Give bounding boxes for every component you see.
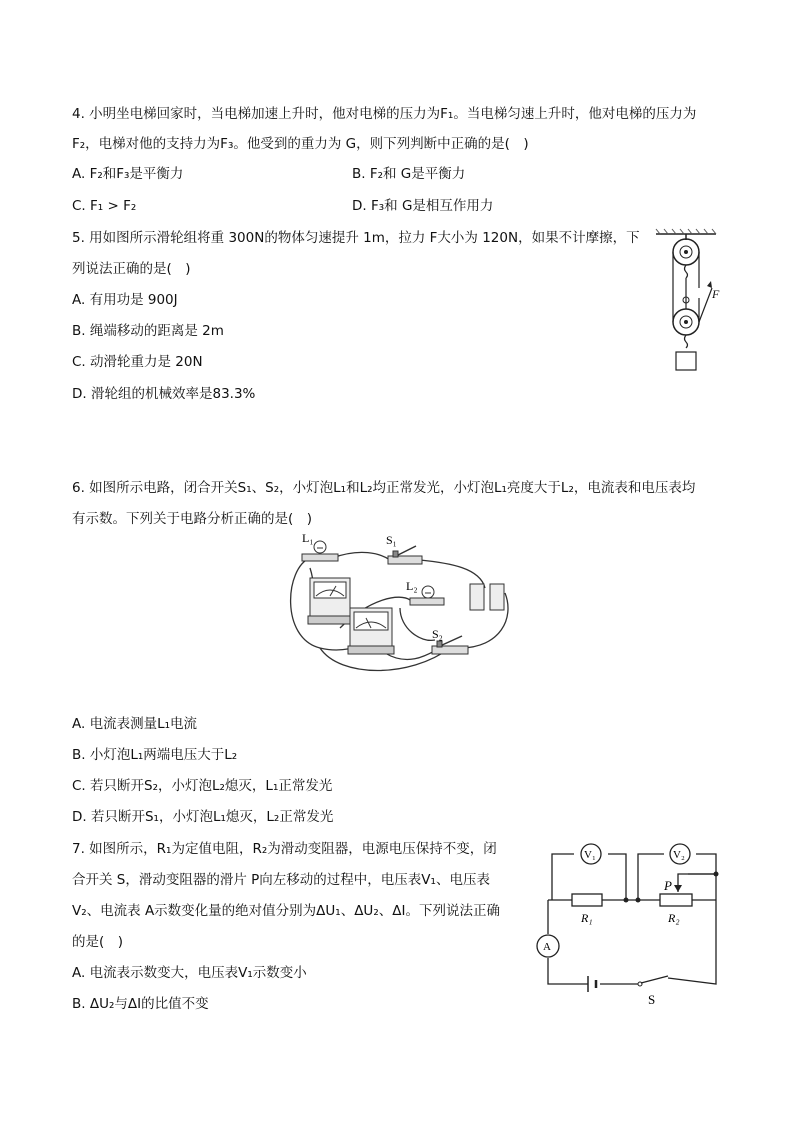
label-v2: V₂ bbox=[673, 849, 685, 861]
label-l1: L₁ bbox=[302, 531, 314, 545]
q6-option-b: B. 小灯泡L₁两端电压大于L₂ bbox=[72, 747, 238, 763]
pulley-force-label: F bbox=[712, 287, 720, 301]
label-l2: L₂ bbox=[406, 579, 418, 593]
q4-option-d: D. F₃和 G是相互作用力 bbox=[352, 198, 494, 214]
q6-option-c: C. 若只断开S₂，小灯泡L₂熄灭，L₁正常发光 bbox=[72, 778, 333, 794]
label-v1: V₁ bbox=[584, 849, 596, 861]
q4-stem-line1: 4. 小明坐电梯回家时，当电梯加速上升时，他对电梯的压力为F₁。当电梯匀速上升时，他对电梯的压力为 bbox=[72, 106, 697, 122]
label-a: A bbox=[543, 941, 551, 953]
label-s1: S₁ bbox=[386, 533, 397, 547]
q5-stem-line2: 列说法正确的是( ) bbox=[72, 261, 191, 277]
circuit-photo-figure bbox=[280, 528, 520, 688]
q6-option-d: D. 若只断开S₁，小灯泡L₁熄灭，L₂正常发光 bbox=[72, 809, 334, 825]
circuit-schematic-figure bbox=[528, 836, 728, 1006]
q5-option-c: C. 动滑轮重力是 20N bbox=[72, 354, 203, 370]
q4-option-c: C. F₁ > F₂ bbox=[72, 198, 137, 214]
q5-stem-line1: 5. 用如图所示滑轮组将重 300N的物体匀速提升 1m，拉力 F大小为 120N，如果不计摩擦，下 bbox=[72, 230, 640, 246]
q4-option-a: A. F₂和F₃是平衡力 bbox=[72, 166, 184, 182]
q5-option-b: B. 绳端移动的距离是 2m bbox=[72, 323, 224, 339]
q6-stem-line1: 6. 如图所示电路，闭合开关S₁、S₂，小灯泡L₁和L₂均正常发光，小灯泡L₁亮度大于L₂，电流表和电压表均 bbox=[72, 480, 696, 496]
q7-option-a: A. 电流表示数变大，电压表V₁示数变小 bbox=[72, 965, 307, 981]
q6-stem-line2: 有示数。下列关于电路分析正确的是( ) bbox=[72, 511, 313, 527]
q5-option-a: A. 有用功是 900J bbox=[72, 292, 178, 308]
q7-stem-line3: V₂、电流表 A示数变化量的绝对值分别为ΔU₁、ΔU₂、ΔI。下列说法正确 bbox=[72, 903, 500, 919]
q6-option-a: A. 电流表测量L₁电流 bbox=[72, 716, 198, 732]
q7-stem-line1: 7. 如图所示，R₁为定值电阻，R₂为滑动变阻器，电源电压保持不变，闭 bbox=[72, 841, 497, 857]
label-r2: R₂ bbox=[668, 911, 680, 925]
pulley-figure bbox=[650, 228, 730, 378]
q4-option-b: B. F₂和 G是平衡力 bbox=[352, 166, 466, 182]
label-r1: R₁ bbox=[581, 911, 593, 925]
label-s2: S₂ bbox=[432, 627, 443, 641]
label-s: S bbox=[648, 992, 656, 1006]
q7-stem-line2: 合开关 S，滑动变阻器的滑片 P向左移动的过程中，电压表V₁、电压表 bbox=[72, 872, 490, 888]
q7-stem-line4: 的是( ) bbox=[72, 934, 124, 950]
q4-stem-line2: F₂，电梯对他的支持力为F₃。他受到的重力为 G，则下列判断中正确的是( ) bbox=[72, 136, 529, 152]
q7-option-b: B. ΔU₂与ΔI的比值不变 bbox=[72, 996, 209, 1012]
q5-option-d: D. 滑轮组的机械效率是83.3% bbox=[72, 386, 256, 402]
label-p: P bbox=[664, 878, 672, 893]
